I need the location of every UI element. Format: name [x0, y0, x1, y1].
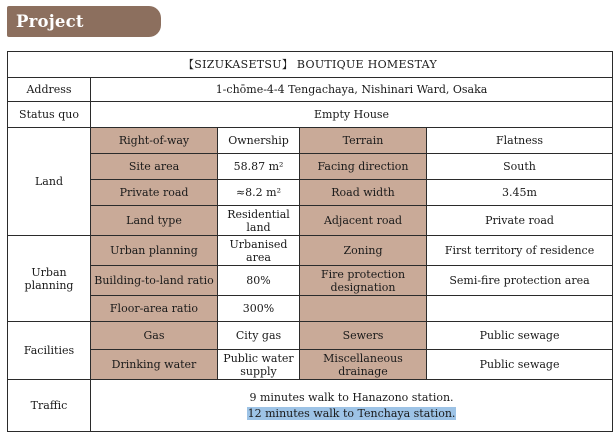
table-row [8, 154, 613, 180]
status-label: Status quo [8, 102, 91, 128]
table-cell: Urban planning [91, 236, 218, 266]
status-value: Empty House [91, 102, 613, 128]
table-row [8, 322, 613, 350]
project-summary-table [7, 51, 613, 432]
table-row [8, 266, 613, 296]
table-cell [427, 296, 613, 322]
table-row [8, 128, 613, 154]
page-title: Project Summary [7, 6, 161, 37]
table-cell: Right-of-way [91, 128, 218, 154]
table-cell: Drinking water [91, 350, 218, 380]
table-cell: Miscellaneous drainage [300, 350, 427, 380]
table-cell: First territory of residence [427, 236, 613, 266]
facilities-label: Facilities [8, 322, 91, 380]
table-row [8, 350, 613, 380]
table-cell: Private road [427, 206, 613, 236]
table-cell: Facing direction [300, 154, 427, 180]
traffic-line-hanazono: 9 minutes walk to Hanazono station. [249, 390, 454, 404]
table-cell: Zoning [300, 236, 427, 266]
table-cell: Ownership [218, 128, 300, 154]
table-cell: Road width [300, 180, 427, 206]
table-row [8, 180, 613, 206]
table-cell: Terrain [300, 128, 427, 154]
table-cell: Site area [91, 154, 218, 180]
table-cell: Fire protection designation [300, 266, 427, 296]
urban-label: Urban planning [8, 236, 91, 322]
table-cell: Semi-fire protection area [427, 266, 613, 296]
table-cell: 58.87 m² [218, 154, 300, 180]
table-cell: Flatness [427, 128, 613, 154]
table-cell: 80% [218, 266, 300, 296]
table-cell: Floor-area ratio [91, 296, 218, 322]
table-cell: Public sewage [427, 322, 613, 350]
table-cell: City gas [218, 322, 300, 350]
table-cell: Public water supply [218, 350, 300, 380]
table-cell: Public sewage [427, 350, 613, 380]
traffic-label: Traffic [8, 380, 91, 432]
property-name: 【SIZUKASETSU】 BOUTIQUE HOMESTAY [8, 52, 613, 78]
table-cell: Gas [91, 322, 218, 350]
traffic-line-tenchaya: 12 minutes walk to Tenchaya station. [247, 406, 456, 420]
table-cell: 300% [218, 296, 300, 322]
table-row [8, 206, 613, 236]
table-row [8, 296, 613, 322]
table-cell: Sewers [300, 322, 427, 350]
table-cell: 3.45m [427, 180, 613, 206]
table-cell: Building-to-land ratio [91, 266, 218, 296]
table-cell: Land type [91, 206, 218, 236]
table-cell: Private road [91, 180, 218, 206]
land-label: Land [8, 128, 91, 236]
table-cell: Urbanised area [218, 236, 300, 266]
table-row [8, 236, 613, 266]
address-value: 1-chōme-4-4 Tengachaya, Nishinari Ward, Osaka [91, 78, 613, 102]
traffic-value [91, 380, 613, 432]
table-cell [300, 296, 427, 322]
table-cell: Residential land [218, 206, 300, 236]
table-cell: ≈8.2 m² [218, 180, 300, 206]
table-cell: South [427, 154, 613, 180]
table-cell: Adjacent road [300, 206, 427, 236]
address-label: Address [8, 78, 91, 102]
